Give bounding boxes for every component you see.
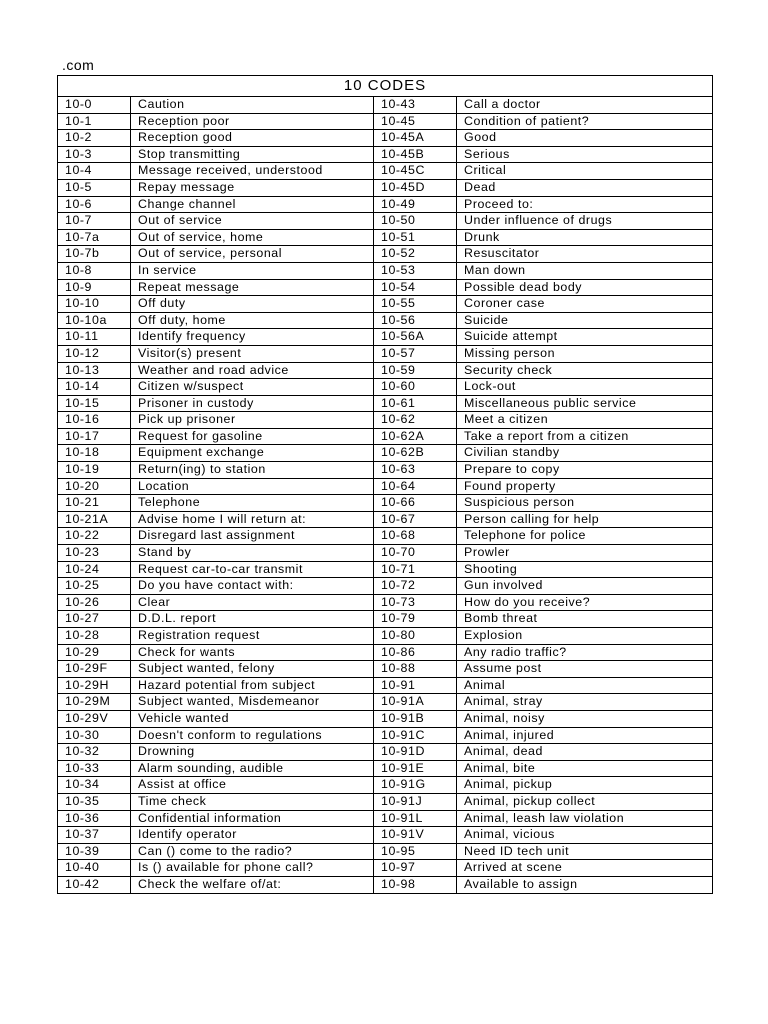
code-cell-right: 10-91J	[374, 793, 457, 810]
code-cell-right: 10-50	[374, 213, 457, 230]
code-cell-right: 10-66	[374, 495, 457, 512]
code-cell-left: 10-12	[58, 345, 131, 362]
table-row	[58, 694, 713, 711]
table-row	[58, 727, 713, 744]
description-cell-left: Caution	[131, 97, 374, 114]
description-cell-left: Check for wants	[131, 644, 374, 661]
description-cell-left: Reception good	[131, 130, 374, 147]
code-cell-right: 10-56A	[374, 329, 457, 346]
code-cell-left: 10-26	[58, 594, 131, 611]
code-cell-right: 10-73	[374, 594, 457, 611]
description-cell-right: How do you receive?	[457, 594, 713, 611]
description-cell-left: D.D.L. report	[131, 611, 374, 628]
code-cell-left: 10-33	[58, 760, 131, 777]
code-cell-left: 10-16	[58, 412, 131, 429]
code-cell-right: 10-56	[374, 312, 457, 329]
description-cell-right: Any radio traffic?	[457, 644, 713, 661]
description-cell-right: Suspicious person	[457, 495, 713, 512]
description-cell-left: Out of service	[131, 213, 374, 230]
table-row	[58, 113, 713, 130]
description-cell-right: Man down	[457, 262, 713, 279]
code-cell-right: 10-86	[374, 644, 457, 661]
description-cell-left: Stop transmitting	[131, 146, 374, 163]
code-cell-left: 10-6	[58, 196, 131, 213]
table-row	[58, 495, 713, 512]
code-cell-right: 10-91L	[374, 810, 457, 827]
code-cell-left: 10-42	[58, 876, 131, 893]
table-row	[58, 628, 713, 645]
description-cell-left: Message received, understood	[131, 163, 374, 180]
description-cell-right: Missing person	[457, 345, 713, 362]
description-cell-left: Drowning	[131, 744, 374, 761]
description-cell-right: Prepare to copy	[457, 462, 713, 479]
code-cell-right: 10-45D	[374, 179, 457, 196]
code-cell-left: 10-25	[58, 578, 131, 595]
code-cell-right: 10-68	[374, 528, 457, 545]
table-row	[58, 130, 713, 147]
description-cell-left: Clear	[131, 594, 374, 611]
code-cell-left: 10-19	[58, 462, 131, 479]
table-row	[58, 478, 713, 495]
code-cell-left: 10-39	[58, 843, 131, 860]
table-row	[58, 345, 713, 362]
table-row	[58, 229, 713, 246]
code-cell-right: 10-98	[374, 876, 457, 893]
table-row	[58, 594, 713, 611]
code-cell-left: 10-7	[58, 213, 131, 230]
code-cell-left: 10-37	[58, 827, 131, 844]
description-cell-left: Reception poor	[131, 113, 374, 130]
code-cell-right: 10-64	[374, 478, 457, 495]
code-cell-right: 10-59	[374, 362, 457, 379]
description-cell-right: Animal, vicious	[457, 827, 713, 844]
description-cell-right: Take a report from a citizen	[457, 428, 713, 445]
code-cell-right: 10-54	[374, 279, 457, 296]
code-cell-left: 10-11	[58, 329, 131, 346]
code-cell-right: 10-70	[374, 545, 457, 562]
table-row	[58, 395, 713, 412]
code-cell-left: 10-29	[58, 644, 131, 661]
description-cell-left: Can () come to the radio?	[131, 843, 374, 860]
description-cell-left: Repay message	[131, 179, 374, 196]
table-row	[58, 428, 713, 445]
description-cell-left: Location	[131, 478, 374, 495]
description-cell-right: Animal, dead	[457, 744, 713, 761]
description-cell-right: Under influence of drugs	[457, 213, 713, 230]
description-cell-left: Do you have contact with:	[131, 578, 374, 595]
code-cell-left: 10-30	[58, 727, 131, 744]
description-cell-right: Security check	[457, 362, 713, 379]
code-cell-left: 10-14	[58, 379, 131, 396]
description-cell-right: Animal, injured	[457, 727, 713, 744]
description-cell-left: Assist at office	[131, 777, 374, 794]
site-label: .com	[62, 57, 95, 73]
code-cell-right: 10-91	[374, 677, 457, 694]
code-cell-right: 10-91C	[374, 727, 457, 744]
code-cell-left: 10-34	[58, 777, 131, 794]
code-cell-left: 10-22	[58, 528, 131, 545]
description-cell-left: Telephone	[131, 495, 374, 512]
code-cell-right: 10-91G	[374, 777, 457, 794]
code-cell-left: 10-29M	[58, 694, 131, 711]
table-row	[58, 462, 713, 479]
code-cell-right: 10-91B	[374, 710, 457, 727]
code-cell-right: 10-55	[374, 296, 457, 313]
description-cell-left: Prisoner in custody	[131, 395, 374, 412]
description-cell-left: Identify operator	[131, 827, 374, 844]
description-cell-right: Critical	[457, 163, 713, 180]
description-cell-left: Confidential information	[131, 810, 374, 827]
code-cell-left: 10-35	[58, 793, 131, 810]
description-cell-left: Request car-to-car transmit	[131, 561, 374, 578]
description-cell-left: Out of service, home	[131, 229, 374, 246]
description-cell-right: Prowler	[457, 545, 713, 562]
description-cell-right: Suicide attempt	[457, 329, 713, 346]
table-row	[58, 262, 713, 279]
code-cell-left: 10-28	[58, 628, 131, 645]
table-title: 10 CODES	[58, 76, 713, 97]
description-cell-right: Shooting	[457, 561, 713, 578]
code-cell-right: 10-71	[374, 561, 457, 578]
table-row	[58, 860, 713, 877]
table-row	[58, 611, 713, 628]
description-cell-right: Possible dead body	[457, 279, 713, 296]
code-cell-left: 10-36	[58, 810, 131, 827]
code-cell-left: 10-0	[58, 97, 131, 114]
description-cell-right: Animal, leash law violation	[457, 810, 713, 827]
table-row	[58, 196, 713, 213]
code-cell-left: 10-32	[58, 744, 131, 761]
description-cell-right: Suicide	[457, 312, 713, 329]
description-cell-left: Pick up prisoner	[131, 412, 374, 429]
description-cell-right: Bomb threat	[457, 611, 713, 628]
code-cell-right: 10-91E	[374, 760, 457, 777]
description-cell-right: Arrived at scene	[457, 860, 713, 877]
description-cell-right: Resuscitator	[457, 246, 713, 263]
table-row	[58, 97, 713, 114]
description-cell-left: Change channel	[131, 196, 374, 213]
description-cell-left: In service	[131, 262, 374, 279]
description-cell-right: Telephone for police	[457, 528, 713, 545]
table-row	[58, 445, 713, 462]
description-cell-right: Need ID tech unit	[457, 843, 713, 860]
table-row	[58, 362, 713, 379]
code-cell-right: 10-91D	[374, 744, 457, 761]
code-cell-left: 10-27	[58, 611, 131, 628]
description-cell-left: Doesn't conform to regulations	[131, 727, 374, 744]
code-cell-left: 10-7a	[58, 229, 131, 246]
description-cell-right: Call a doctor	[457, 97, 713, 114]
description-cell-right: Found property	[457, 478, 713, 495]
description-cell-right: Animal, stray	[457, 694, 713, 711]
code-cell-right: 10-95	[374, 843, 457, 860]
description-cell-left: Check the welfare of/at:	[131, 876, 374, 893]
table-row	[58, 561, 713, 578]
description-cell-left: Disregard last assignment	[131, 528, 374, 545]
code-cell-right: 10-63	[374, 462, 457, 479]
table-row	[58, 843, 713, 860]
code-cell-left: 10-10a	[58, 312, 131, 329]
table-row	[58, 312, 713, 329]
code-cell-left: 10-21A	[58, 511, 131, 528]
table-row	[58, 545, 713, 562]
description-cell-right: Assume post	[457, 661, 713, 678]
code-cell-right: 10-60	[374, 379, 457, 396]
code-cell-left: 10-29H	[58, 677, 131, 694]
description-cell-right: Drunk	[457, 229, 713, 246]
code-cell-right: 10-88	[374, 661, 457, 678]
description-cell-left: Vehicle wanted	[131, 710, 374, 727]
description-cell-left: Equipment exchange	[131, 445, 374, 462]
code-cell-left: 10-9	[58, 279, 131, 296]
table-row	[58, 710, 713, 727]
description-cell-left: Registration request	[131, 628, 374, 645]
table-row	[58, 661, 713, 678]
code-cell-right: 10-45B	[374, 146, 457, 163]
description-cell-right: Gun involved	[457, 578, 713, 595]
table-row	[58, 163, 713, 180]
description-cell-right: Person calling for help	[457, 511, 713, 528]
description-cell-right: Meet a citizen	[457, 412, 713, 429]
ten-codes-table	[57, 75, 713, 894]
table-row	[58, 677, 713, 694]
code-cell-right: 10-53	[374, 262, 457, 279]
code-cell-left: 10-2	[58, 130, 131, 147]
code-cell-left: 10-15	[58, 395, 131, 412]
description-cell-right: Good	[457, 130, 713, 147]
description-cell-right: Available to assign	[457, 876, 713, 893]
table-row	[58, 760, 713, 777]
description-cell-left: Subject wanted, Misdemeanor	[131, 694, 374, 711]
table-row	[58, 412, 713, 429]
table-row	[58, 793, 713, 810]
code-cell-right: 10-61	[374, 395, 457, 412]
code-cell-left: 10-21	[58, 495, 131, 512]
code-cell-left: 10-17	[58, 428, 131, 445]
code-cell-right: 10-80	[374, 628, 457, 645]
code-cell-left: 10-13	[58, 362, 131, 379]
code-cell-right: 10-67	[374, 511, 457, 528]
table-row	[58, 329, 713, 346]
table-row	[58, 146, 713, 163]
code-cell-left: 10-1	[58, 113, 131, 130]
table-row	[58, 578, 713, 595]
description-cell-left: Hazard potential from subject	[131, 677, 374, 694]
code-cell-left: 10-40	[58, 860, 131, 877]
description-cell-right: Civilian standby	[457, 445, 713, 462]
code-cell-left: 10-24	[58, 561, 131, 578]
code-cell-right: 10-51	[374, 229, 457, 246]
description-cell-left: Return(ing) to station	[131, 462, 374, 479]
description-cell-left: Time check	[131, 793, 374, 810]
code-cell-left: 10-3	[58, 146, 131, 163]
description-cell-right: Proceed to:	[457, 196, 713, 213]
description-cell-right: Animal, bite	[457, 760, 713, 777]
table-row	[58, 213, 713, 230]
code-cell-left: 10-29F	[58, 661, 131, 678]
code-cell-right: 10-72	[374, 578, 457, 595]
table-row	[58, 876, 713, 893]
description-cell-right: Animal, noisy	[457, 710, 713, 727]
code-cell-right: 10-79	[374, 611, 457, 628]
description-cell-left: Out of service, personal	[131, 246, 374, 263]
code-cell-left: 10-4	[58, 163, 131, 180]
description-cell-left: Identify frequency	[131, 329, 374, 346]
codes-table-body	[58, 97, 713, 894]
table-row	[58, 744, 713, 761]
description-cell-left: Stand by	[131, 545, 374, 562]
code-cell-right: 10-91V	[374, 827, 457, 844]
code-cell-left: 10-7b	[58, 246, 131, 263]
table-row	[58, 179, 713, 196]
code-cell-right: 10-97	[374, 860, 457, 877]
description-cell-right: Coroner case	[457, 296, 713, 313]
code-cell-left: 10-20	[58, 478, 131, 495]
code-cell-left: 10-23	[58, 545, 131, 562]
description-cell-left: Is () available for phone call?	[131, 860, 374, 877]
code-cell-left: 10-18	[58, 445, 131, 462]
code-cell-right: 10-45	[374, 113, 457, 130]
description-cell-left: Request for gasoline	[131, 428, 374, 445]
description-cell-right: Condition of patient?	[457, 113, 713, 130]
description-cell-left: Citizen w/suspect	[131, 379, 374, 396]
code-cell-right: 10-62A	[374, 428, 457, 445]
description-cell-left: Subject wanted, felony	[131, 661, 374, 678]
table-row	[58, 644, 713, 661]
table-row	[58, 827, 713, 844]
code-cell-right: 10-45C	[374, 163, 457, 180]
description-cell-left: Off duty	[131, 296, 374, 313]
description-cell-right: Explosion	[457, 628, 713, 645]
code-cell-right: 10-49	[374, 196, 457, 213]
code-cell-right: 10-62	[374, 412, 457, 429]
code-cell-right: 10-62B	[374, 445, 457, 462]
description-cell-left: Alarm sounding, audible	[131, 760, 374, 777]
code-cell-right: 10-91A	[374, 694, 457, 711]
table-row	[58, 777, 713, 794]
description-cell-right: Animal, pickup	[457, 777, 713, 794]
description-cell-right: Serious	[457, 146, 713, 163]
table-row	[58, 296, 713, 313]
code-cell-right: 10-45A	[374, 130, 457, 147]
table-row	[58, 379, 713, 396]
description-cell-left: Weather and road advice	[131, 362, 374, 379]
table-row	[58, 528, 713, 545]
code-cell-left: 10-8	[58, 262, 131, 279]
description-cell-left: Repeat message	[131, 279, 374, 296]
code-cell-right: 10-52	[374, 246, 457, 263]
code-cell-left: 10-10	[58, 296, 131, 313]
table-row	[58, 810, 713, 827]
table-row	[58, 511, 713, 528]
description-cell-left: Off duty, home	[131, 312, 374, 329]
code-cell-left: 10-5	[58, 179, 131, 196]
description-cell-left: Advise home I will return at:	[131, 511, 374, 528]
description-cell-left: Visitor(s) present	[131, 345, 374, 362]
description-cell-right: Miscellaneous public service	[457, 395, 713, 412]
code-cell-left: 10-29V	[58, 710, 131, 727]
table-row	[58, 246, 713, 263]
code-cell-right: 10-57	[374, 345, 457, 362]
code-cell-right: 10-43	[374, 97, 457, 114]
description-cell-right: Lock-out	[457, 379, 713, 396]
description-cell-right: Dead	[457, 179, 713, 196]
table-row	[58, 279, 713, 296]
description-cell-right: Animal, pickup collect	[457, 793, 713, 810]
description-cell-right: Animal	[457, 677, 713, 694]
table-title-row	[58, 76, 713, 97]
